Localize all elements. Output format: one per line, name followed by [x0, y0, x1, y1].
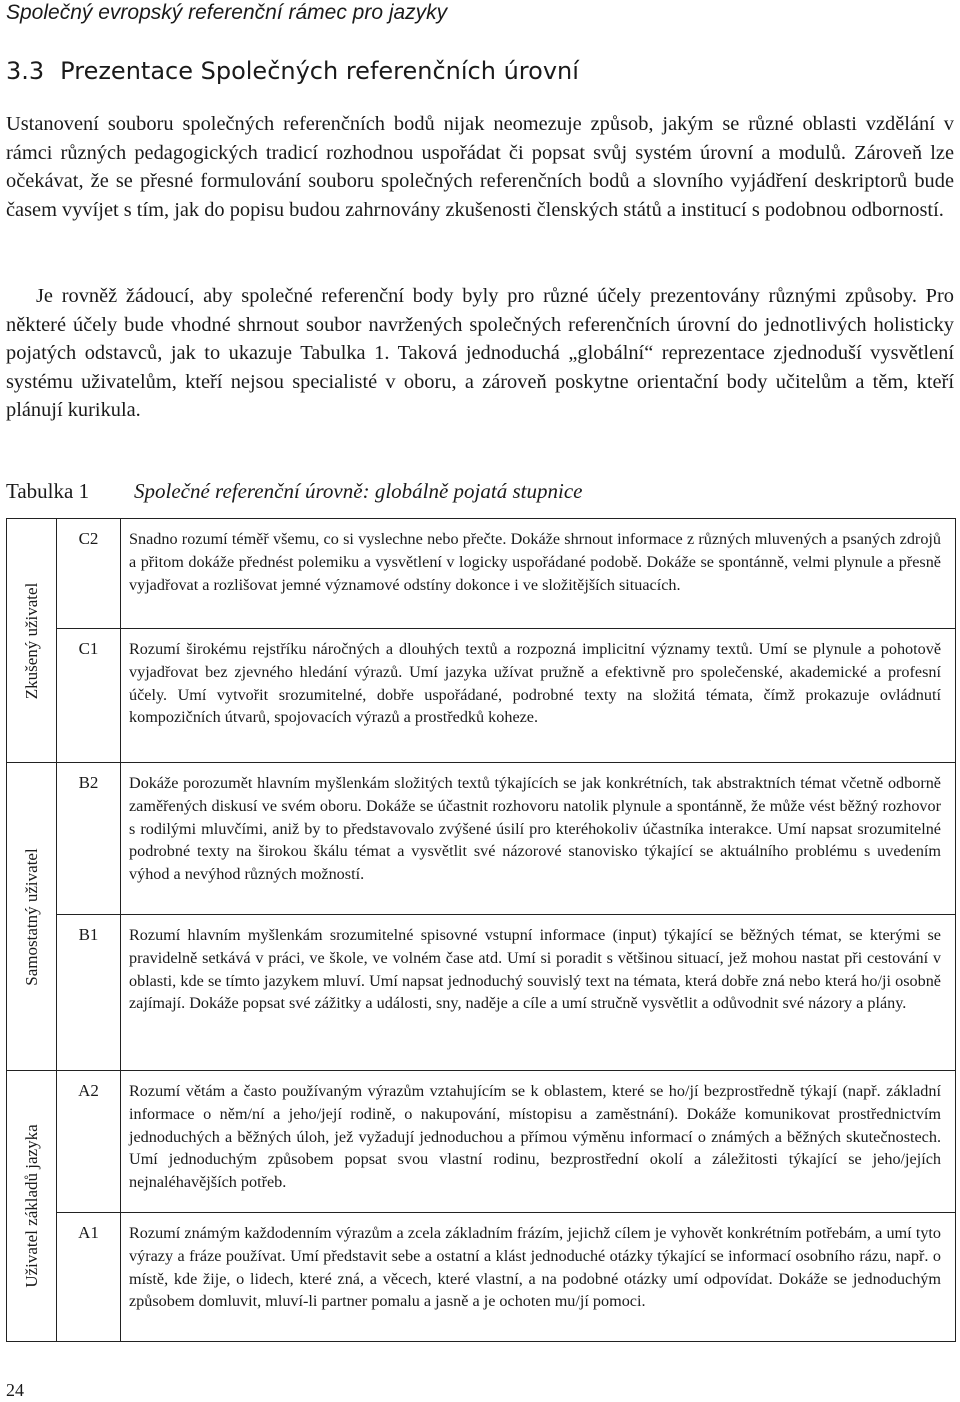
group-label: Uživatel základů jazyka	[21, 1124, 41, 1288]
body-paragraph-1: Ustanovení souboru společných referenčních bodů nijak neomezuje způsob, jakým se různé oblasti vzdělání v rámci různých pedagogických tradicí rozhodnou uspořádat či popsat svůj systém úrovní a modulů. Zároveň lze očekávat, že se přesné formulování souboru společných referenčních bodů a slovního vyjádření deskriptorů bude časem vyvíjet s tím, jak do popisu budou zahrnovány zkušenosti členských států a institucí s podobnou odborností.	[6, 113, 954, 221]
section-title: Prezentace Společných referenčních úrovní	[60, 57, 579, 85]
table-row	[7, 1213, 956, 1342]
level-code: A2	[57, 1071, 121, 1213]
level-code: A1	[57, 1213, 121, 1342]
table-row	[7, 629, 956, 763]
table-row	[7, 763, 956, 915]
level-code: B1	[57, 915, 121, 1071]
level-code: C2	[57, 519, 121, 629]
level-code: B2	[57, 763, 121, 915]
section-heading	[6, 56, 579, 86]
level-code: C1	[57, 629, 121, 763]
level-description: Rozumí širokému rejstříku náročných a dlouhých textů a rozpozná implicitní významy textů. Umí se plynule a pohotově vyjadřovat bez zjevného hledání výrazů. Umí jazyka užívat pružně a efektivně pro společenské, akademické a profesní účely. Umí vytvořit srozumitelné, dobře uspořádané, podrobné texty na složitá témata, čímž prokazuje ovládnutí kompozičních útvarů, spojovacích výrazů a prostředků koheze.	[121, 629, 956, 763]
level-description: Dokáže porozumět hlavním myšlenkám složitých textů týkajících se jak konkrétních, tak abstraktních témat včetně odborně zaměřených diskusí ve svém oboru. Dokáže se účastnit rozhovoru natolik plynule a spontánně, že může vést běžný rozhovor s rodilými mluvčími, aniž by to představovalo zvýšené úsilí pro kteréhokoliv účastníka interakce. Umí napsat srozumitelné podrobné texty na širokou škálu témat a vysvětlit své názorové stanovisko týkající se aktuálního problému s uvedením výhod a nevýhod různých možností.	[121, 763, 956, 915]
table-row	[7, 915, 956, 1071]
level-description: Rozumí větám a často používaným výrazům vztahujícím se k oblastem, které se ho/jí bezprostředně týkají (např. základní informace o něm/ní a jeho/její rodině, o nakupování, místopisu a zaměstnání). Dokáže komunikovat prostřednictvím jednoduchých a běžných úloh, jež vyžadují jednoduchou a přímou výměnu informací o známých a běžných skutečnostech. Umí jednoduchým způsobem popsat svou vlastní rodinu, bezprostřední okolí a záležitosti týkající se jeho/jejích nejnaléhavějších potřeb.	[121, 1071, 956, 1213]
table-label: Tabulka 1	[6, 479, 90, 503]
running-header: Společný evropský referenční rámec pro jazyky	[6, 1, 448, 24]
table-row	[7, 1071, 956, 1213]
table-caption	[6, 477, 583, 505]
group-label: Samostatný uživatel	[21, 847, 41, 986]
group-cell-independent	[7, 763, 57, 1071]
table-title: Společné referenční úrovně: globálně pojatá stupnice	[134, 479, 583, 503]
levels-table	[6, 518, 956, 1342]
group-cell-basic	[7, 1071, 57, 1342]
section-number: 3.3	[6, 57, 45, 85]
page-number: 24	[6, 1380, 24, 1400]
table-row	[7, 519, 956, 629]
level-description: Rozumí známým každodenním výrazům a zcela základním frázím, jejichž cílem je vyhovět konkrétním potřebám, a umí tyto výrazy a fráze používat. Umí představit sebe a ostatní a klást jednoduché otázky týkající se informací osobního rázu, např. o místě, kde žije, o lidech, které zná, a věcech, které vlastní, a na podobné otázky umí odpovídat. Dokáže se jednoduchým způsobem domluvit, mluví-li partner pomalu a jasně a je ochoten mu/jí pomoci.	[121, 1213, 956, 1342]
level-description: Snadno rozumí téměř všemu, co si vyslechne nebo přečte. Dokáže shrnout informace z různých mluvených a psaných zdrojů a přitom dokáže přednést polemiku a vysvětlení v logicky uspořádané podobě. Dokáže se spontánně, velmi plynule a přesně vyjadřovat a rozlišovat jemné významové odstíny dokonce i ve složitějších situacích.	[121, 519, 956, 629]
body-paragraph-2: Je rovněž žádoucí, aby společné referenční body byly pro různé účely prezentovány různými způsoby. Pro některé účely bude vhodné shrnout soubor navržených společných referenčních úrovní do jednotlivých holisticky pojatých odstavců, jak to ukazuje Tabulka 1. Taková jednoduchá „globální“ reprezentace zjednoduší vysvětlení systému uživatelům, kteří nejsou specialisté v oboru, a zároveň poskytne orientační body učitelům a těm, kteří plánují kurikula.	[6, 285, 954, 422]
level-description: Rozumí hlavním myšlenkám srozumitelné spisovné vstupní informace (input) týkající se běžných témat, se kterými se pravidelně setkává v práci, ve škole, ve volném čase atd. Umí si poradit s většinou situací, jež mohou nastat při cestování v oblasti, kde se tímto jazykem mluví. Umí napsat jednoduchý souvislý text na témata, která dobře zná nebo která ho/ji osobně zajímají. Dokáže popsat své zážitky a události, sny, naděje a cíle a umí stručně vysvětlit a odůvodnit své názory a plány.	[121, 915, 956, 1071]
group-cell-proficient	[7, 519, 57, 763]
group-label: Zkušený uživatel	[21, 582, 41, 699]
